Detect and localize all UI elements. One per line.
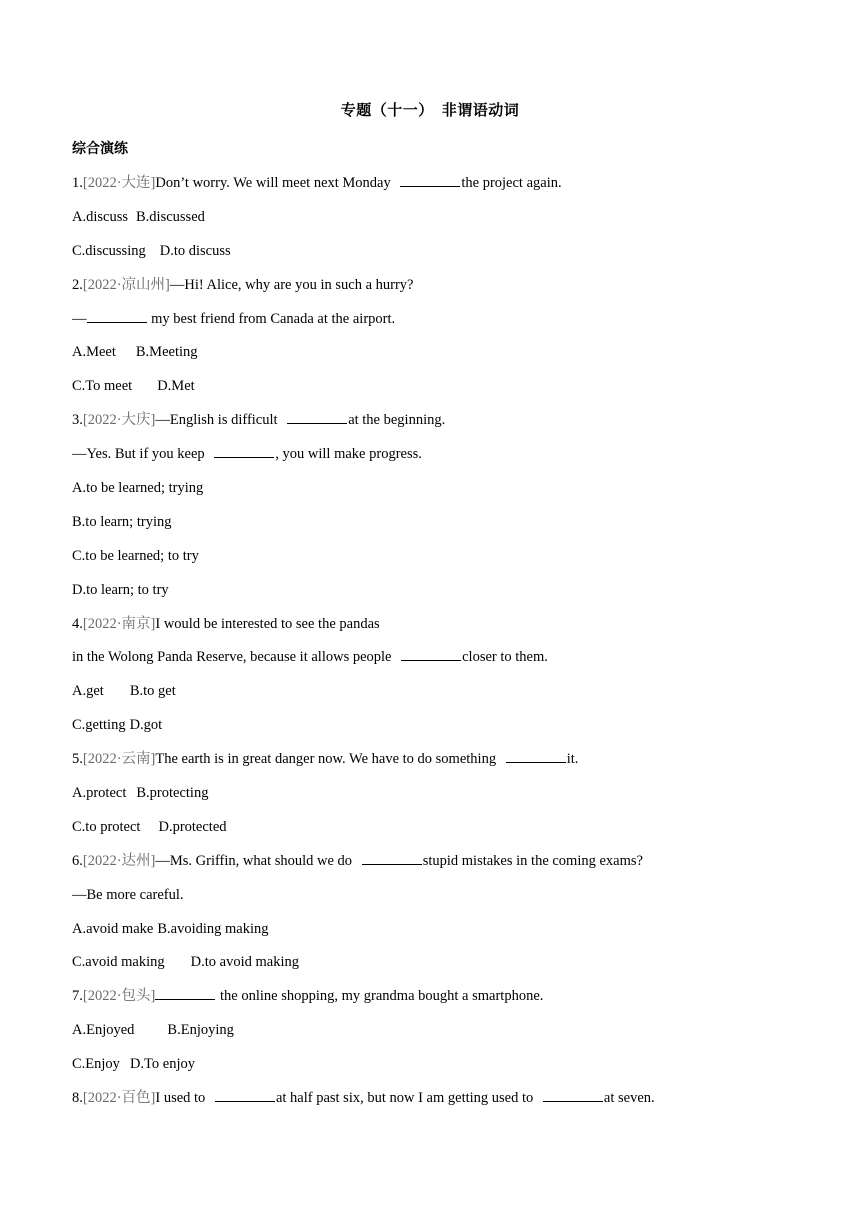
option: B.to learn; trying — [72, 513, 172, 530]
option: A.protect — [72, 785, 127, 802]
stem-text: —English is difficult — [155, 412, 282, 429]
option: A.to be learned; trying — [72, 480, 204, 497]
option-row — [72, 917, 792, 951]
option: A.Meet — [72, 344, 116, 361]
question-stem — [72, 1086, 792, 1120]
option: B.Meeting — [135, 344, 198, 361]
option-row — [72, 239, 792, 273]
stem-text: — — [72, 310, 87, 327]
question-number: 5. — [72, 751, 83, 768]
question-source: [2022·大连] — [82, 175, 156, 191]
answer-blank[interactable] — [401, 645, 461, 661]
stem-text: , you will make progress. — [275, 446, 422, 463]
stem-text: at half past six, but now I am getting used to — [275, 1090, 537, 1107]
option: B.to get — [129, 683, 176, 700]
option-row — [72, 950, 792, 984]
question-stem — [72, 984, 792, 1018]
option: C.Enjoy — [72, 1056, 120, 1073]
option: D.to learn; to try — [72, 581, 169, 598]
stem-text: the project again. — [461, 175, 562, 191]
answer-blank[interactable] — [215, 1086, 275, 1102]
option: D.To enjoy — [129, 1056, 195, 1073]
question-source: [2022·包头] — [82, 988, 156, 1005]
option: D.to discuss — [159, 242, 231, 259]
answer-blank[interactable] — [543, 1086, 603, 1102]
option: C.to be learned; to try — [72, 547, 199, 564]
question-source: [2022·达州] — [82, 852, 156, 869]
option-row — [72, 679, 792, 713]
question-stem — [72, 171, 792, 205]
page-title: 专题（十一） 非谓语动词 — [340, 101, 520, 119]
stem-text: my best friend from Canada at the airport. — [147, 310, 396, 327]
stem-text: —Hi! Alice, why are you in such a hurry? — [169, 276, 414, 293]
option: D.Met — [157, 378, 195, 395]
question-number: 8. — [72, 1090, 83, 1107]
option: B.discussed — [136, 208, 205, 225]
question-number: 6. — [72, 852, 83, 869]
option: C.to protect — [72, 818, 141, 835]
option-row — [72, 578, 792, 612]
option: B.avoiding making — [157, 920, 269, 937]
question-source: [2022·云南] — [82, 751, 156, 768]
stem-text: at seven. — [603, 1090, 655, 1107]
section-heading: 综合演练 — [72, 141, 128, 157]
question-source: [2022·凉山州] — [82, 276, 170, 293]
question-stem — [72, 273, 792, 307]
question-stem-line2 — [72, 645, 792, 679]
answer-blank[interactable] — [362, 849, 422, 865]
answer-blank[interactable] — [155, 984, 215, 1000]
answer-blank[interactable] — [400, 171, 460, 187]
answer-blank[interactable] — [506, 747, 566, 763]
option-row — [72, 713, 792, 747]
option: A.Enjoyed — [72, 1022, 135, 1039]
question-number: 2. — [72, 276, 83, 293]
stem-text: at the beginning. — [348, 412, 446, 429]
answer-blank[interactable] — [287, 408, 347, 424]
question-source: [2022·百色] — [82, 1090, 156, 1107]
option: B.Enjoying — [167, 1022, 234, 1039]
stem-text: stupid mistakes in the coming exams? — [422, 852, 643, 869]
option: C.getting — [72, 717, 126, 734]
question-source: [2022·大庆] — [82, 412, 156, 429]
option-row — [72, 544, 792, 578]
option-row — [72, 781, 792, 815]
option: A.get — [72, 683, 104, 700]
option: D.protected — [158, 818, 227, 835]
stem-text: Don’t worry. We will meet next Monday — [155, 175, 395, 191]
stem-text: it. — [566, 751, 579, 768]
option: C.avoid making — [72, 954, 165, 971]
question-stem — [72, 612, 792, 646]
stem-text: the online shopping, my grandma bought a smartphone. — [216, 988, 544, 1005]
stem-text: in the Wolong Panda Reserve, because it allows people — [72, 649, 396, 666]
option-row — [72, 1018, 792, 1052]
option-row — [72, 476, 792, 510]
question-list — [72, 171, 792, 1120]
option: D.got — [129, 717, 163, 734]
option-row — [72, 815, 792, 849]
option-row — [72, 1052, 792, 1086]
option-row — [72, 510, 792, 544]
option: D.to avoid making — [190, 954, 299, 971]
question-number: 7. — [72, 988, 83, 1005]
question-stem-line2 — [72, 307, 792, 341]
question-stem-line2 — [72, 442, 792, 476]
stem-text: I used to — [155, 1090, 209, 1107]
question-number: 4. — [72, 615, 83, 632]
question-stem — [72, 849, 792, 883]
question-stem-line2 — [72, 883, 792, 917]
option-row — [72, 374, 792, 408]
stem-text: The earth is in great danger now. We have to do something — [155, 751, 500, 768]
stem-text: —Be more careful. — [72, 886, 184, 903]
option: A.discuss — [72, 208, 128, 225]
option-row — [72, 340, 792, 374]
question-stem — [72, 408, 792, 442]
option: B.protecting — [136, 785, 209, 802]
question-source: [2022·南京] — [82, 615, 156, 632]
question-number: 1. — [72, 175, 83, 191]
question-stem — [72, 747, 792, 781]
stem-text: —Ms. Griffin, what should we do — [155, 852, 356, 869]
answer-blank[interactable] — [87, 307, 147, 323]
option: C.To meet — [72, 378, 133, 395]
option: A.avoid make — [72, 920, 154, 937]
option: C.discussing — [72, 242, 146, 259]
answer-blank[interactable] — [214, 442, 274, 458]
stem-text: closer to them. — [462, 649, 548, 666]
stem-text: —Yes. But if you keep — [72, 446, 209, 463]
stem-text: I would be interested to see the pandas — [155, 615, 380, 632]
option-row — [72, 205, 792, 239]
question-number: 3. — [72, 412, 83, 429]
